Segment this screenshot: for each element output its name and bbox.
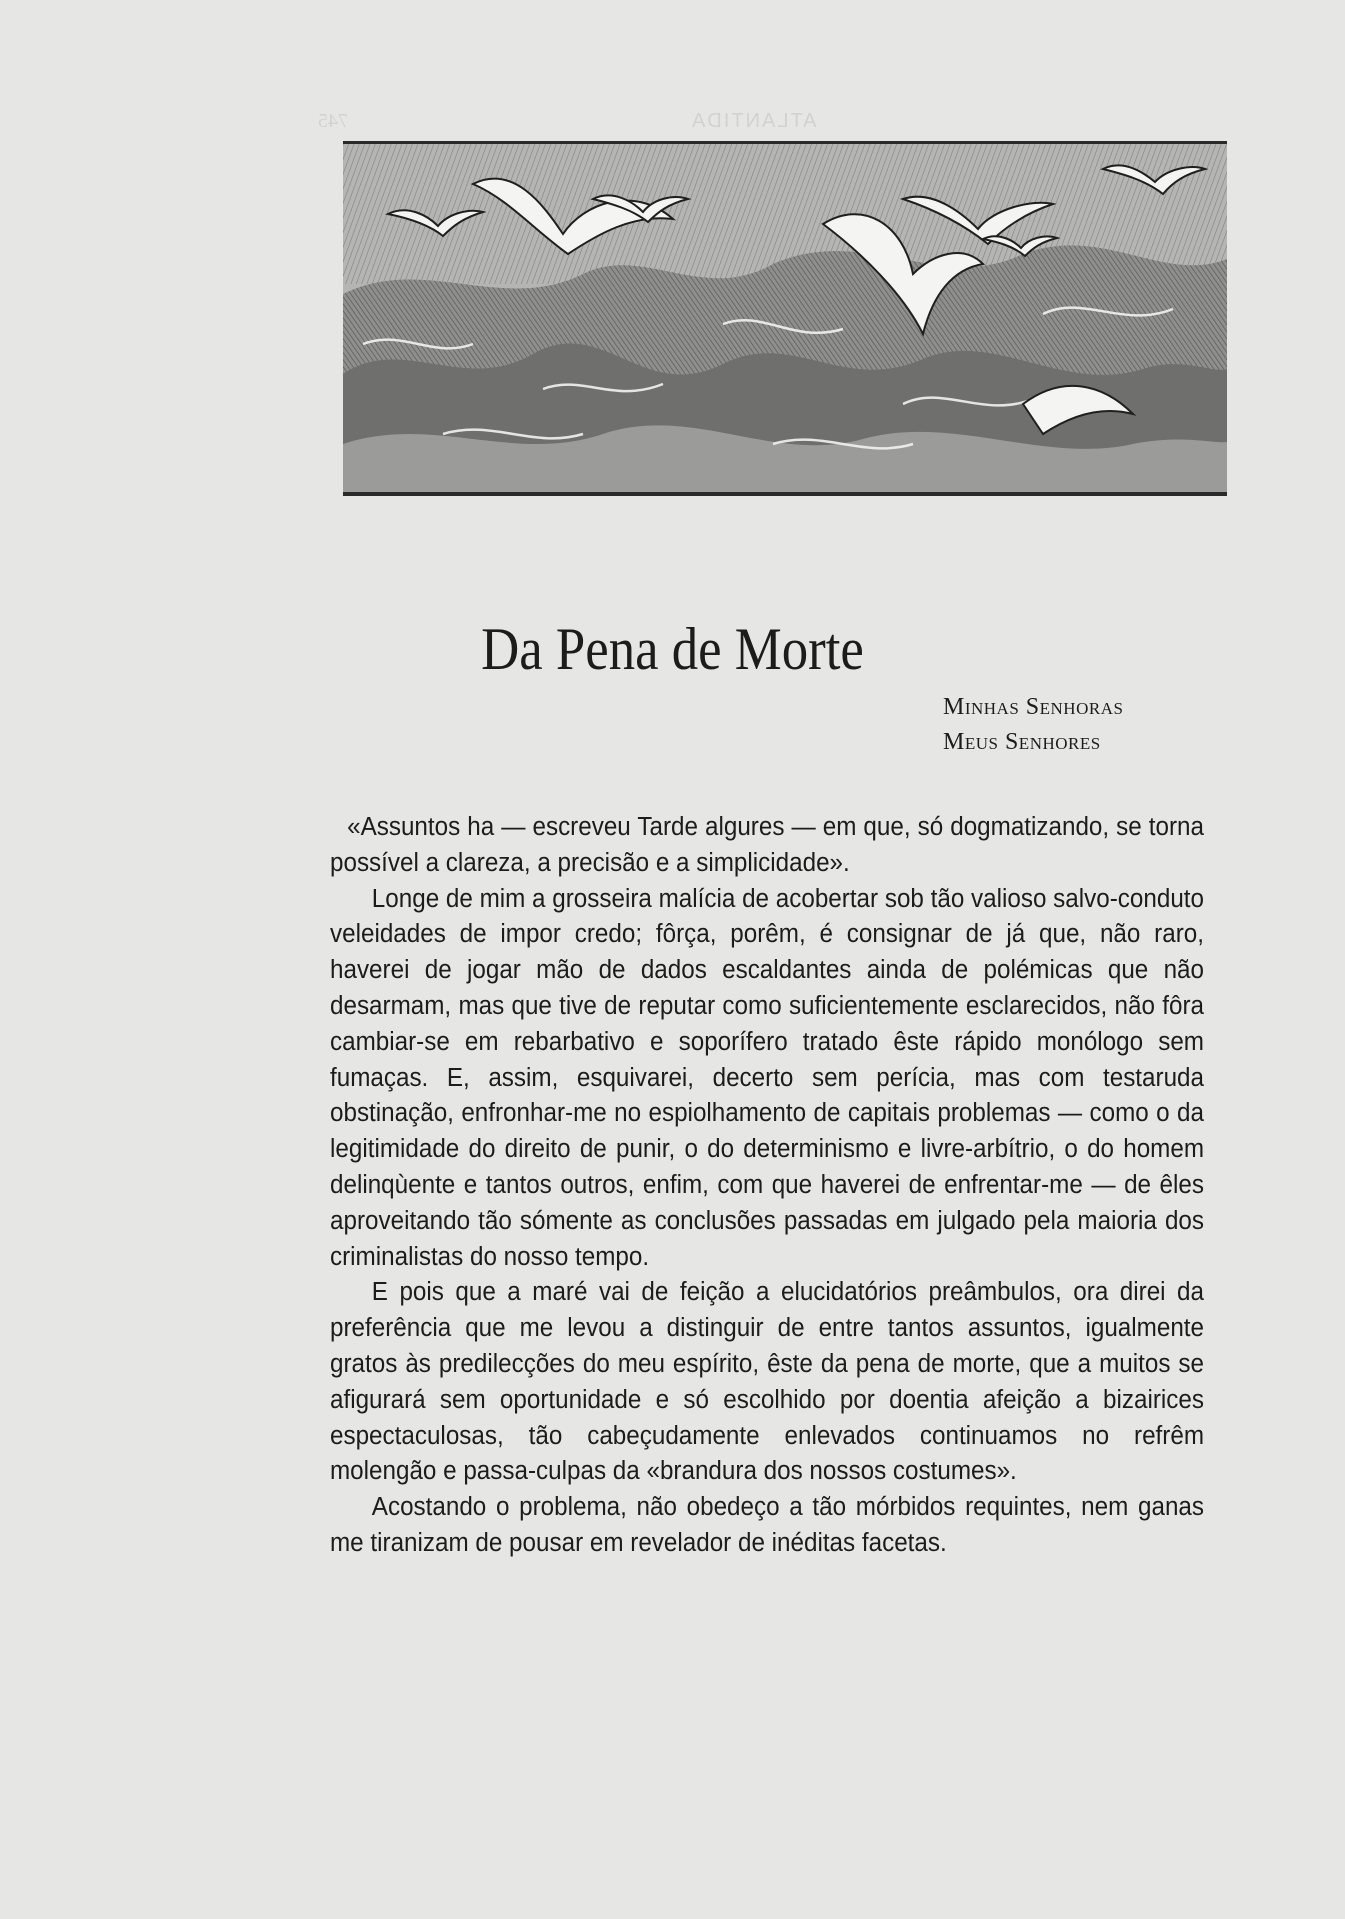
bleed-through-page-number: 745 — [318, 110, 348, 132]
salutation-line: Minhas Senhoras — [943, 694, 1124, 720]
salutation-line: Meus Senhores — [943, 729, 1101, 755]
paragraph: Acostando o problema, não obedeço a tão mórbidos requintes, nem ganas me tiranizam de pousar em revelador de inéditas facetas. — [330, 1493, 1204, 1557]
paragraph: E pois que a maré vai de feição a elucidatórios preâmbulos, ora direi da preferência que me levou a distinguir de entre tantos assuntos, igualmente gratos às predilecções do meu espírito, êste da pena de morte, que a muitos se afigurará sem oportunidade e só escolhido por doentia afeição a bizairices espectaculosas, tão cabeçudamente enlevados continuamos no refrêm molengão e passa-culpas da «brandura dos nossos costumes». — [330, 1278, 1204, 1486]
paragraph: «Assuntos ha — escreveu Tarde algures — em que, só dogmatizando, se torna possível a clareza, a precisão e a simplicidade». — [330, 813, 1205, 877]
paragraph: Longe de mim a grosseira malícia de acobertar sob tão valioso salvo-conduto veleidades de impor credo; fôrça, porêm, é consignar de já que, não raro, haverei de jogar mão de dados escaldantes ainda de polémicas que não desarmam, mas que tive de reputar como suficientemente esclarecidos, não fôra cambiar-se em rebarbativo e soporífero tratado êste rápido monólogo sem fumaças. E, assim, esquivarei, decerto sem perícia, mas com testaruda obstinação, enfronhar-me no espiolhamento de capitais problemas — como o da legitimidade do direito de punir, o do determinismo e livre-arbítrio, o do homem delinqùente e tantos outros, enfim, com que haverei de enfrentar-me — de êles aproveitando tão sómente as conclusões passadas em julgado pela maioria dos criminalistas do nosso tempo. — [330, 884, 1204, 1271]
article-title: Da Pena de Morte — [481, 616, 864, 683]
salutation — [943, 690, 1123, 760]
seagulls-waves-illustration — [343, 141, 1227, 496]
bleed-through-running-head: ATLANTIDA — [690, 110, 817, 132]
article-body — [330, 810, 1204, 1562]
